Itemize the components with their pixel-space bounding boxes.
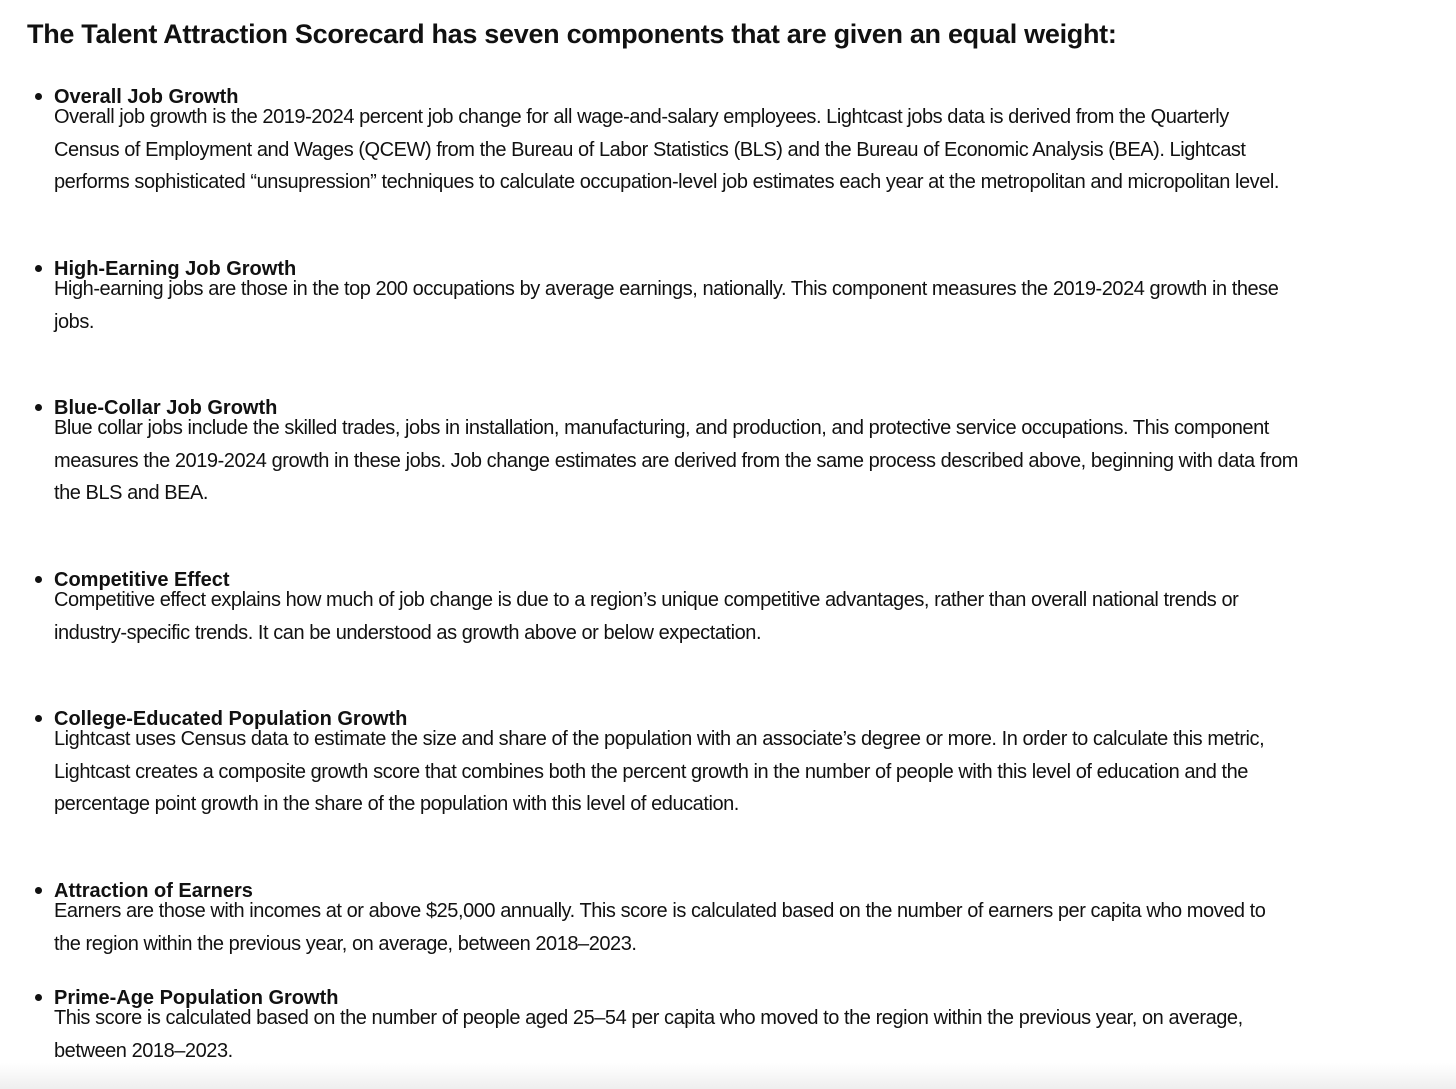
item-description: [54, 895, 1450, 960]
description-line: High-earning jobs are those in the top 200 occupations by average earnings, nationally. This component measures the 2019-2024 growth in these: [54, 278, 1279, 300]
item-description: [54, 1002, 1450, 1067]
description-line: Competitive effect explains how much of job change is due to a region’s unique competitive advantages, rather than overall national trends or: [54, 589, 1239, 611]
description-line: industry-specific trends. It can be understood as growth above or below expectation.: [54, 621, 762, 644]
item-title: High-Earning Job Growth: [54, 258, 297, 280]
bullet-icon: [35, 404, 42, 411]
item-title: Blue-Collar Job Growth: [54, 397, 278, 419]
description-line: Overall job growth is the 2019-2024 percent job change for all wage-and-salary employees. Lightcast jobs data is derived from the Quarterly: [54, 106, 1229, 128]
item-description: [54, 101, 1450, 199]
bullet-icon: [35, 887, 42, 894]
description-line: Lightcast uses Census data to estimate the size and share of the population with an associate’s degree or more. In order to calculate this metric,: [54, 728, 1265, 750]
item-title: Overall Job Growth: [54, 86, 239, 108]
item-title: Prime-Age Population Growth: [54, 987, 339, 1009]
item-description: [54, 412, 1450, 510]
bullet-icon: [35, 576, 42, 583]
description-line: the region within the previous year, on average, between 2018–2023.: [54, 932, 637, 955]
description-line: Lightcast creates a composite growth score that combines both the percent growth in the number of people with this level of education and the: [54, 760, 1248, 783]
item-title: College-Educated Population Growth: [54, 708, 408, 730]
description-line: between 2018–2023.: [54, 1039, 233, 1062]
description-line: This score is calculated based on the number of people aged 25–54 per capita who moved to the region within the previous year, on average,: [54, 1007, 1243, 1029]
item-title: Attraction of Earners: [54, 880, 253, 902]
description-line: Earners are those with incomes at or above $25,000 annually. This score is calculated based on the number of earners per capita who moved to: [54, 900, 1266, 922]
description-line: measures the 2019-2024 growth in these jobs. Job change estimates are derived from the same process described above, beginning with data from: [54, 449, 1298, 472]
description-line: performs sophisticated “unsupression” techniques to calculate occupation-level job estimates each year at the metropolitan and micropolitan level.: [54, 171, 1279, 193]
item-title: Competitive Effect: [54, 569, 230, 591]
description-line: percentage point growth in the share of the population with this level of education.: [54, 793, 739, 815]
description-line: Census of Employment and Wages (QCEW) from the Bureau of Labor Statistics (BLS) and the Bureau of Economic Analysis (BEA). Lightcast: [54, 138, 1246, 161]
description-line: the BLS and BEA.: [54, 482, 209, 504]
bottom-fade: [0, 1063, 1456, 1089]
bullet-icon: [35, 93, 42, 100]
bullet-icon: [35, 265, 42, 272]
bullet-icon: [35, 715, 42, 722]
item-description: [54, 584, 1450, 649]
bullet-icon: [35, 994, 42, 1001]
page-heading: The Talent Attraction Scorecard has seven components that are given an equal weight:: [27, 19, 1117, 49]
description-line: jobs.: [54, 310, 94, 333]
item-description: [54, 723, 1450, 821]
item-description: [54, 273, 1450, 338]
description-line: Blue collar jobs include the skilled trades, jobs in installation, manufacturing, and production, and protective service occupations. This component: [54, 417, 1269, 439]
